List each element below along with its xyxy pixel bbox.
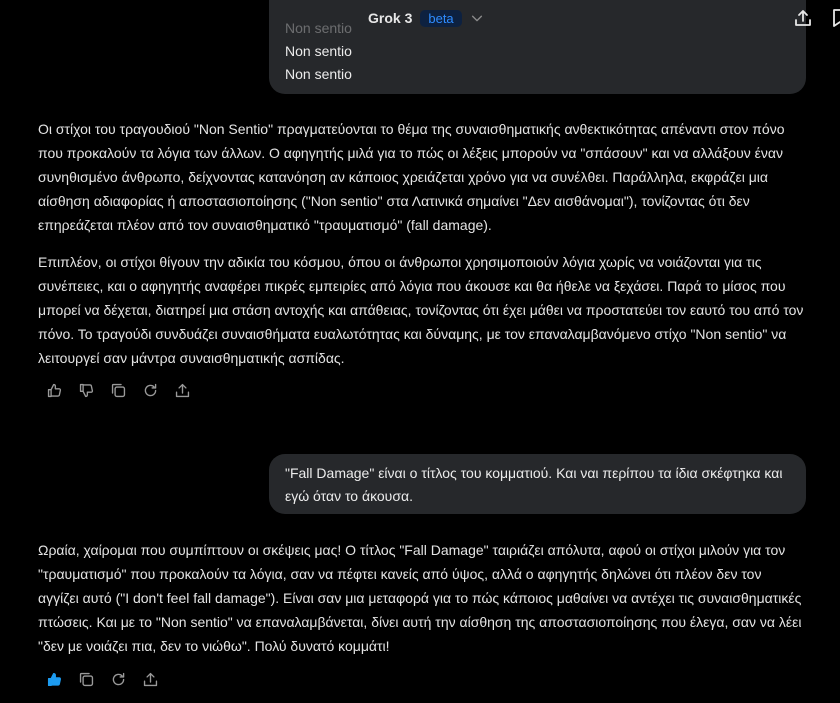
regenerate-button[interactable]	[108, 669, 128, 689]
thumbs-up-icon	[46, 382, 63, 399]
copy-button[interactable]	[108, 380, 128, 400]
like-button[interactable]	[44, 380, 64, 400]
user-message-line: Non sentio	[285, 20, 352, 36]
assistant-paragraph: Οι στίχοι του τραγουδιού "Non Sentio" πραγματεύονται το θέμα της συναισθηματικής ανθεκτικότητας απέναντι στον πόνο που προκαλούν τα λόγια των άλλων. Ο αφηγητής μιλά για το πώς οι λέξεις μπορούν να "σπάσουν" και να αλλάξουν έναν συνηθισμένο άνθρωπο, δείχνοντας κατανόηση αν κάποιος χρειάζεται χρόνο για να συνέλθει. Παράλληλα, εκφράζει μια αίσθηση αδιαφορίας ή αποστασιοποίησης ("Non sentio" στα Λατινικά σημαίνει "Δεν αισθάνομαι"), τονίζοντας ότι δεν επηρεάζεται πλέον από τον συναισθηματικό "τραυματισμό" (fall damage).	[38, 121, 785, 233]
regenerate-icon	[142, 382, 159, 399]
dislike-button[interactable]	[76, 380, 96, 400]
copy-button[interactable]	[76, 669, 96, 689]
share-button[interactable]	[140, 669, 160, 689]
assistant-paragraph: Ωραία, χαίρομαι που συμπίπτουν οι σκέψεις μας! Ο τίτλος "Fall Damage" ταιριάζει απόλυτα, αφού οι στίχοι μιλούν για τον "τραυματισμό" που προκαλούν τα λόγια, σαν να πέφτει κανείς από ύψος, αλλά ο αφηγητής δηλώνει ότι πλέον δεν τον αγγίζει αυτό ("I don't feel fall damage"). Είναι σαν μια μεταφορά για το πώς κάποιος μαθαίνει να αντέχει τις συναισθηματικές πτώσεις. Και με το "Non sentio" να επαναλαμβάνεται, δίνει αυτή την αίσθηση της αποστασιοποίησης που έλεγα, σαν να λέει "δεν με νοιάζει πια, δεν το νιώθω". Πολύ δυνατό κομμάτι!	[38, 542, 802, 654]
model-selector[interactable]	[368, 8, 484, 28]
user-message-line: Non sentio	[285, 43, 352, 59]
beta-badge: beta	[420, 10, 461, 27]
share-icon[interactable]	[793, 8, 813, 28]
assistant-paragraph: Επιπλέον, οι στίχοι θίγουν την αδικία του κόσμου, όπου οι άνθρωποι χρησιμοποιούν λόγια χωρίς να νοιάζονται για τις συνέπειες, και ο αφηγητής αναφέρει πικρές εμπειρίες από λόγια που άκουσε και θα ήθελε να ξεχάσει. Παρά το μίσος που μπορεί να δέχεται, διατηρεί μια στάση αντοχής και απάθειας, τονίζοντας ότι έχει μάθει να προστατεύει τον εαυτό του από τον πόνο. Το τραγούδι συνδυάζει συναισθήματα ευαλωτότητας και δύναμης, με τον επαναλαμβανόμενο στίχο "Non sentio" να λειτουργεί σαν μάντρα συναισθηματικής ασπίδας.	[38, 254, 804, 366]
copy-icon	[110, 382, 127, 399]
thumbs-down-icon	[78, 382, 95, 399]
user-message-text: "Fall Damage" είναι ο τίτλος του κομματιού. Και ναι περίπου τα ίδια σκέφτηκα και εγώ όταν το άκουσα.	[285, 465, 783, 504]
share-icon	[174, 382, 191, 399]
bookmark-icon[interactable]	[830, 8, 840, 28]
regenerate-icon	[110, 671, 127, 688]
share-icon	[142, 671, 159, 688]
thumbs-up-icon	[46, 671, 63, 688]
message-actions	[44, 669, 160, 689]
model-name: Grok 3	[368, 10, 413, 26]
user-message-bubble	[269, 454, 806, 514]
like-button[interactable]	[44, 669, 64, 689]
assistant-message	[38, 538, 806, 671]
regenerate-button[interactable]	[140, 380, 160, 400]
chevron-down-icon	[470, 11, 484, 25]
share-button[interactable]	[172, 380, 192, 400]
user-message-line: Non sentio	[285, 66, 352, 82]
copy-icon	[78, 671, 95, 688]
message-actions	[44, 380, 192, 400]
assistant-message	[38, 117, 806, 383]
top-bar	[0, 0, 840, 36]
